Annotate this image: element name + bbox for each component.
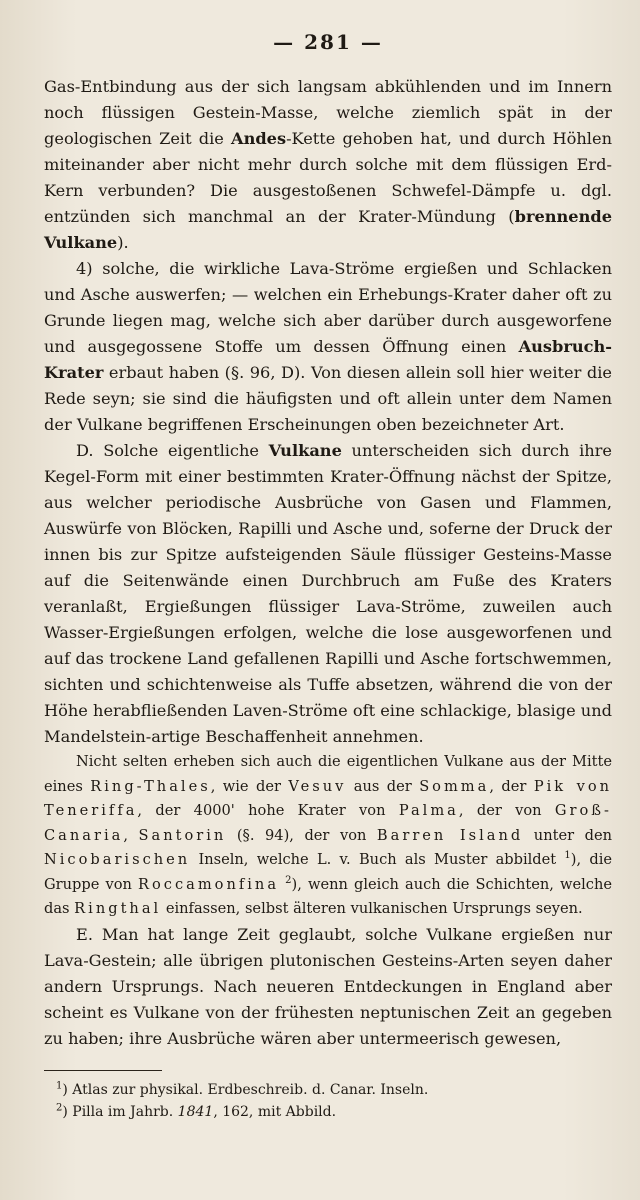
term-pik-von-teneriffa: Pik von Teneriffa bbox=[44, 777, 613, 819]
footnote-ref-1: 1 bbox=[564, 850, 571, 862]
term-ringthal: Ringthal bbox=[74, 900, 162, 917]
term-vesuv: Vesuv bbox=[288, 777, 347, 795]
term-nicobarischen: Nicobarischen bbox=[44, 851, 191, 868]
footnote-divider bbox=[44, 1070, 162, 1071]
paragraph-4: 4) solche, die wirkliche Lava-Ströme ergießen und Schlacken und Asche auswerfen; — welchen ein Erhebungs-Krater daher oft zu Grunde liegen mag, welche sich aber darüber durch ausgeworfene und ausgegossene Stoffe um dessen Öffnung einen Ausbruch-Krater erbaut haben (§. 96, D). Von diesen allein soll hier weiter die Rede seyn; sie sind die häufigsten und oft allein unter dem Namen der Vulkane begriffenen Erscheinungen oben bezeichneter Art. bbox=[44, 259, 612, 434]
paragraph-ring-thal: Nicht selten erheben sich auch die eigentlichen Vulkane aus der Mitte eines Ring-Thales, wie der Vesuv aus der Somma, der Pik von Teneriffa, der 4000' hohe Krater von Palma, der von Groß-Canaria, Santorin (§. 94), der von Barren Island unter den Nicobarischen Inseln, welche L. v. Buch als Muster abbildet $^1$), die Gruppe von Roccamonfina $^2$), wenn gleich auch die Schichten, welche das Ringthal einfassen, selbst älteren vulkanischen Ursprungs seyen. bbox=[44, 753, 613, 917]
term-ring-thales: Ring-Thales bbox=[90, 777, 211, 795]
paragraph-gas-entbindung: Gas-Entbindung aus der sich langsam abkühlenden und im Innern noch flüssigen Gestein-Masse, welche ziemlich spät in der geologischen Zeit die Andes-Kette gehoben hat, und durch Höhlen miteinander aber nicht mehr durch solche mit dem flüssigen Erd-Kern verbunden? Die ausgestoßenen Schwefel-Dämpfe u. dgl. entzünden sich manchmal an der Krater-Mündung (brennende Vulkane). bbox=[44, 77, 612, 252]
term-palma: Palma bbox=[398, 802, 459, 819]
term-vulkane: Vulkane bbox=[268, 441, 342, 460]
term-ausbruch-krater: Ausbruch-Krater bbox=[44, 337, 612, 382]
page-number: — 281 — bbox=[273, 30, 383, 54]
term-roccamonfina: Roccamonfina bbox=[138, 875, 280, 893]
footnotes bbox=[44, 1079, 612, 1123]
footnote-1: $^1$) Atlas zur physikal. Erdbeschreib. d. Canar. Inseln. bbox=[56, 1079, 429, 1098]
term-barren-island: Barren Island bbox=[376, 826, 524, 844]
term-somma: Somma bbox=[419, 777, 490, 795]
section-label-e: E. bbox=[76, 924, 93, 944]
term-brennende-vulkane: brennende Vulkane bbox=[44, 207, 612, 252]
section-label-d: D. bbox=[76, 441, 94, 460]
footnote-2: $^2$) Pilla im Jahrb. 1841, 162, mit Abbild. bbox=[56, 1101, 337, 1120]
term-gross-canaria: Groß-Canaria bbox=[44, 802, 612, 844]
body-text bbox=[44, 74, 612, 1052]
footnote-ref-2: 2 bbox=[285, 874, 292, 886]
term-santorin: Santorin bbox=[138, 826, 227, 844]
footnote-year: 1841 bbox=[177, 1103, 214, 1120]
paragraph-d: D. Solche eigentliche Vulkane unterscheiden sich durch ihre Kegel-Form mit einer bestimmten Krater-Öffnung nächst der Spitze, aus welcher periodische Ausbrüche von Gasen und Flammen, Auswürfe von Blöcken, Rapilli und Asche und, soferne der Druck der innen bis zur Spitze aufsteigenden Säule flüssiger Gesteins-Masse auf die Seitenwände einen Durchbruch am Fuße des Kraters veranlaßt, Ergießungen flüssiger Lava-Ströme, zuweilen auch Wasser-Ergießungen erfolgen, welche die lose ausgeworfenen und auf das trockene Land gefallenen Rapilli und Asche fortschwemmen, sichten und schichtenweise als Tuffe absetzen, während die von der Höhe herabfließenden Laven-Ströme oft eine schlackige, blasige und Mandelstein-artige Beschaffenheit annehmen. bbox=[44, 441, 613, 746]
term-andes: Andes bbox=[231, 129, 287, 148]
paragraph-e: E. Man hat lange Zeit geglaubt, solche Vulkane ergießen nur Lava-Gestein; alle übrigen plutonischen Gesteins-Arten seyen daher andern Ursprungs. Nach neueren Entdeckungen in England aber scheint es Vulkane von der frühesten neptunischen Zeit an gegeben zu haben; ihre Ausbrüche wären aber untermeerisch gewesen, bbox=[44, 924, 612, 1048]
